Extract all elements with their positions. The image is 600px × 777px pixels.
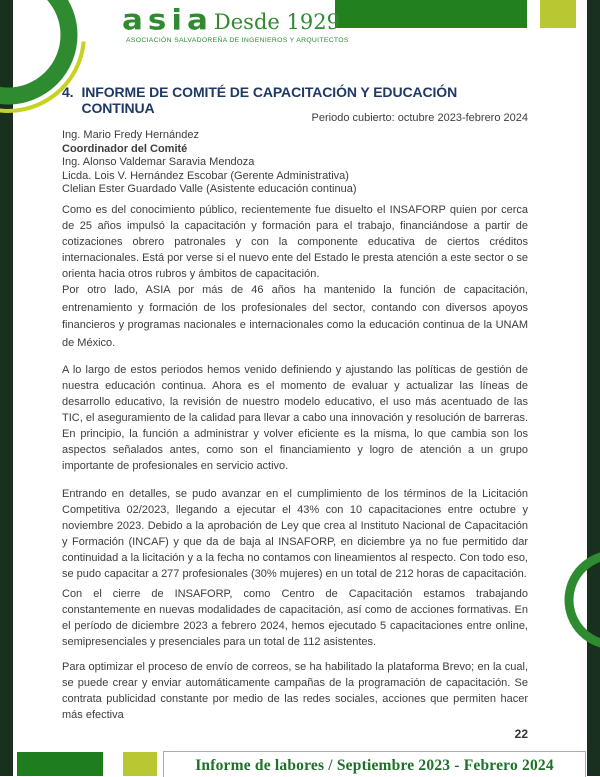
document-body: [62, 202, 528, 723]
paragraph: Con el cierre de INSAFORP, como Centro de Capacitación estamos trabajando constantemente en nuevas modalidades de capacitación, así como de acciones formativas. En el período de diciembre 2023 a febrero 2024, hemos ejecutado 5 capacitaciones entre online, semipresenciales y presenciales para un total de 112 asistentes.: [62, 588, 528, 649]
paragraph: Para optimizar el proceso de envío de correos, se ha habilitado la plataforma Brevo; en la cual, se puede crear y enviar automáticamente campañas de la programación de capacitación. Se contrata publicidad constante por medio de las redes sociales, acciones que permiten hacer más efectiva: [62, 661, 528, 722]
header-yellow-square: [540, 0, 576, 28]
footer-yellow-square: [123, 752, 157, 776]
footer-box: [163, 751, 586, 777]
committee-list: [62, 129, 528, 197]
paragraph: Como es del conocimiento público, recientemente fue disuelto el INSAFORP quien por cerca de 25 años impulsó la capacitación y formación para el trabajo, financiándose a partir de cotizaciones obrero patronales y con la componente educativa de ciertos créditos internacionales. Está por verse si el nuevo ente del Estado le presta atención a este sector o se orienta hacia otros rubros y ámbitos de capacitación.: [62, 204, 528, 280]
right-edge-strip: [587, 0, 600, 776]
paragraph: Por otro lado, ASIA por más de 46 años ha mantenido la función de capacitación, entrenamiento y formación de los profesionales del sector, contando con diversos apoyos financieros y programas nacionales e internacionales como la educación continua de la UNAM de México.: [62, 284, 528, 349]
footer-green-bar: [17, 752, 103, 776]
committee-member: Ing. Alonso Valdemar Saravia Mendoza: [62, 156, 255, 169]
page-number: 22: [514, 727, 528, 741]
logo-tagline: ASOCIACIÓN SALVADOREÑA DE INGENIEROS Y ARQUITECTOS: [126, 37, 349, 44]
title-number: 4.: [62, 84, 74, 100]
left-edge-strip: [0, 0, 13, 776]
footer-report-label: Informe de labores / Septiembre 2023 - Febrero 2024: [195, 756, 554, 774]
committee-member: Clelian Ester Guardado Valle (Asistente educación continua): [62, 183, 357, 196]
asia-logo: [122, 4, 362, 44]
header-green-bar: [335, 0, 527, 28]
period-covered: Periodo cubierto: octubre 2023-febrero 2024: [311, 112, 528, 124]
logo-brand-text: asia: [122, 3, 213, 37]
committee-role: Coordinador del Comité: [62, 142, 188, 155]
title-text: INFORME DE COMITÉ DE CAPACITACIÓN Y EDUCACIÓN CONTINUA: [81, 84, 458, 116]
paragraph: A lo largo de estos periodos hemos venido definiendo y ajustando las políticas de gestión de nuestra educación continua. Ahora es el momento de evaluar y actualizar las líneas de desarrollo educativo, la revisión de nuestro modelo educativo, el uso más acentuado de las TIC, el aseguramiento de la calidad para llevar a cabo una innovación y resolución de barreras. En principio, la función a administrar y volver eficiente es la misma, lo que cambia son los aspectos señalados antes, como son el financiamiento y logro de atención a un grupo importante de profesionales en servicio activo.: [62, 364, 528, 473]
paragraph: Entrando en detalles, se pudo avanzar en el cumplimiento de los términos de la Licitación Competitiva 02/2023, llegando a ejecutar el 43% con 10 capacitaciones entre octubre y noviembre 2023. Debido a la aprobación de Ley que crea al Instituto Nacional de Capacitación y Formación (INCAF) y que da de baja al INSAFORP, en diciembre ya no fue permitido dar continuidad a la licitación y a la fecha no contamos con lineamientos al respecto. Con todo eso, se pudo capacitar a 277 profesionales (30% mujeres) en un total de 212 horas de capacitación.: [62, 488, 528, 581]
logo-since-text: Desde 1929: [213, 10, 340, 34]
committee-member: Licda. Lois V. Hernández Escobar (Gerente Administrativa): [62, 169, 349, 182]
committee-member: Ing. Mario Fredy Hernández: [62, 129, 199, 141]
